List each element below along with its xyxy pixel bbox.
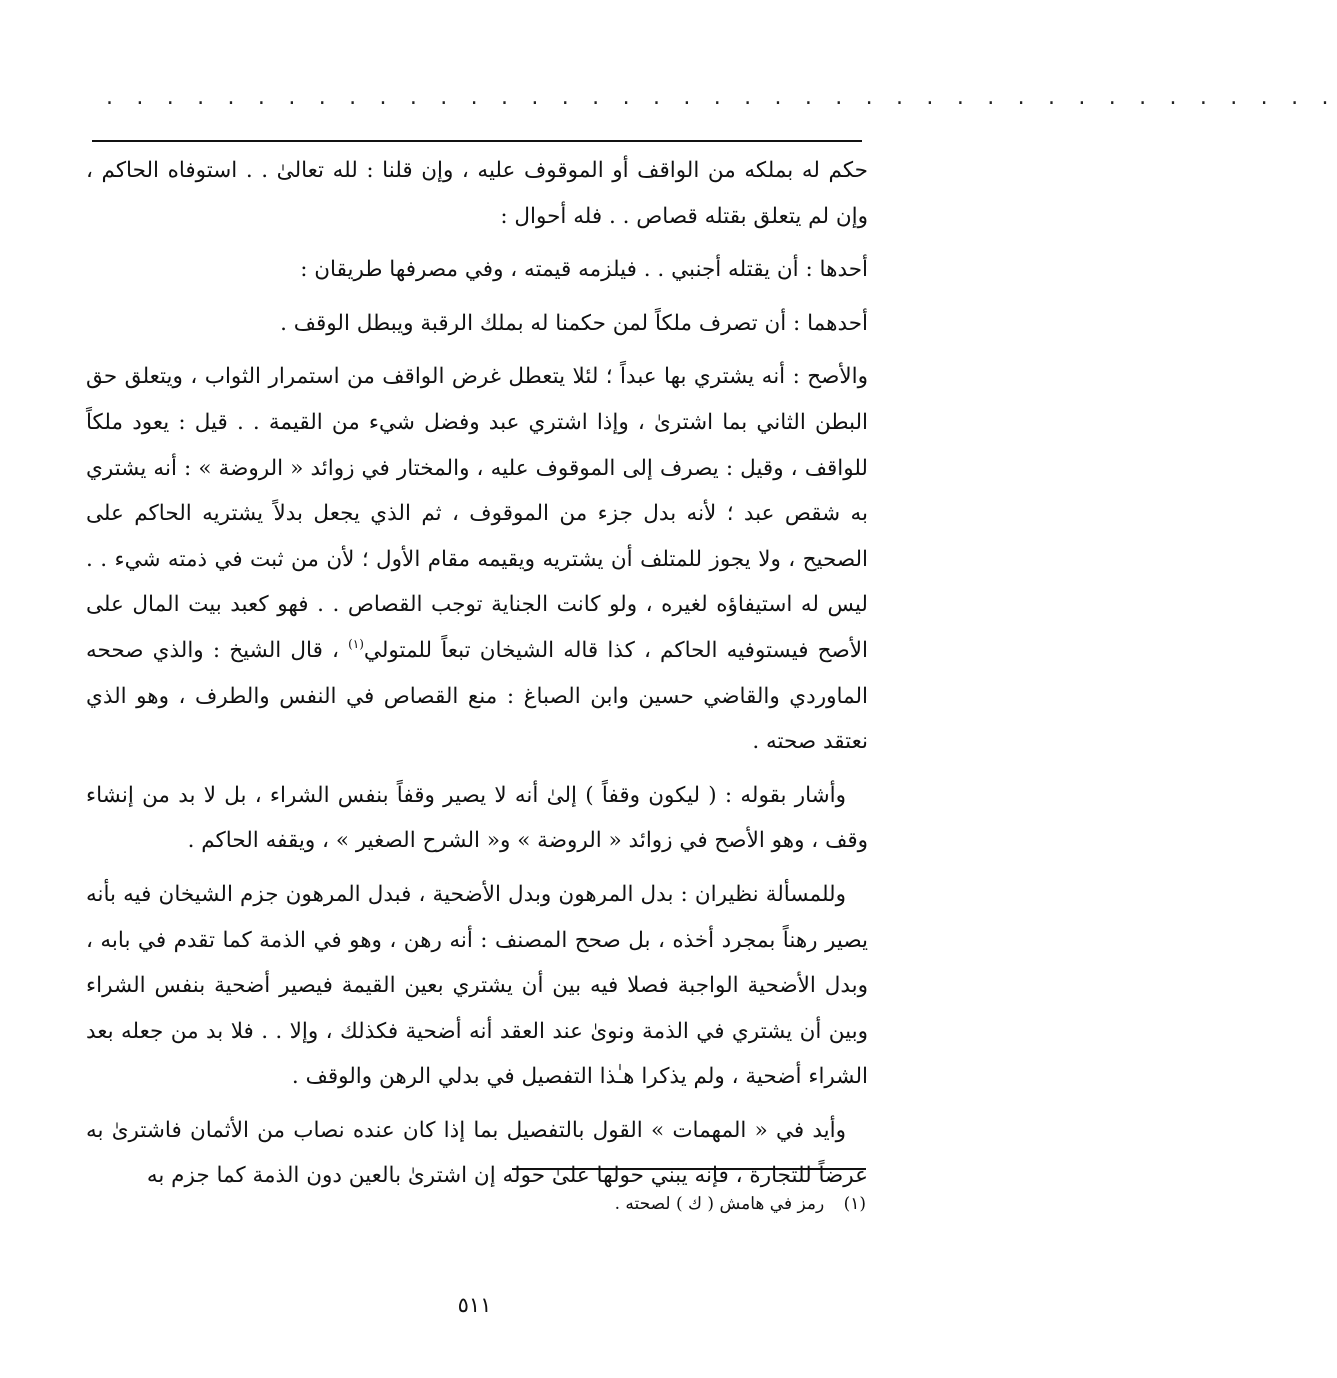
paragraph-4 — [86, 354, 868, 764]
paragraph-2 — [86, 247, 868, 293]
text-line: « الروضة » : أنه يشتري به شقص عبد ؛ لأنه بدل جزء من الموقوف ، ثم الذي يجعل — [86, 455, 868, 527]
text-line: أحدهما : أن تصرف ملكاً لمن حكمنا له بملك الرقبة ويبطل الوقف . — [280, 310, 868, 336]
text-line: بنفس الشراء وبين أن يشتري في الذمة ونوىٰ عند العقد أنه أضحية فكذلك ، وإلا . . فلا — [86, 973, 868, 1044]
paragraph-5 — [86, 773, 868, 864]
main-text — [86, 148, 868, 1207]
page-number: ٥١١ — [457, 1293, 492, 1317]
footnote-rule — [512, 1168, 866, 1170]
footnote — [400, 1186, 866, 1222]
header-dotted-line: . . . . . . . . . . . . . . . . . . . . . . . . . . . . . . . . . . . . . . . . . — [106, 85, 1337, 110]
text-line: بد من جعله بعد الشراء أضحية ، ولم يذكرا هـٰذا التفصيل في بدلي الرهن والوقف . — [86, 1018, 868, 1090]
footnote-text: رمز في هامش ( ك ) لصحته . — [614, 1194, 825, 1214]
text-line: بأنه يصير رهناً بمجرد أخذه ، بل صحح المصنف : أنه رهن ، وهو في الذمة كما تقدم — [86, 881, 868, 953]
text-line: لأن من ثبت في ذمته شيء . . ليس له استيفاؤه لغيره ، ولو كانت الجناية توجب — [86, 546, 868, 618]
footnote-reference[interactable]: (١) — [348, 636, 364, 651]
footnote-number: (١) — [843, 1194, 866, 1214]
text-line: ويتعلق حق البطن الثاني بما اشترىٰ ، وإذا اشتري عبد وفضل شيء من القيمة . . قيل : — [86, 364, 868, 435]
text-line: الحاكم ، وإن لم يتعلق بقتله قصاص . . فله أحوال : — [86, 158, 868, 229]
text-line: في بابه ، وبدل الأضحية الواجبة فصلا فيه بين أن يشتري بعين القيمة فيصير أضحية — [86, 927, 868, 999]
text-line: منع القصاص في النفس والطرف ، وهو الذي نعتقد صحته . — [86, 683, 868, 755]
text-line: والأصح : أنه يشتري بها عبداً ؛ لئلا يتعطل غرض الواقف من استمرار الثواب ، — [190, 364, 868, 390]
header-rule — [92, 140, 862, 142]
text-line: إنشاء وقف ، وهو الأصح في زوائد « الروضة » و« الشرح الصغير » ، ويقفه الحاكم . — [86, 782, 868, 854]
text-line: القصاص . . فهو كعبد بيت المال على الأصح فيستوفيه الحاكم ، كذا قاله الشيخان تبعاً — [86, 592, 868, 663]
text-line: بدلاً يشتريه الحاكم على الصحيح ، ولا يجوز للمتلف أن يشتريه ويقيمه مقام الأول ؛ — [86, 501, 869, 572]
text-line: وأيد في « المهمات » القول بالتفصيل بما إذا كان عنده نصاب من الأثمان فاشترىٰ — [111, 1117, 846, 1143]
text-line: وأشار بقوله : ( ليكون وقفاً ) إلىٰ أنه لا يصير وقفاً بنفس الشراء ، بل لا بد من — [142, 782, 846, 808]
paragraph-1 — [86, 148, 868, 239]
text-line: أحدها : أن يقتله أجنبي . . فيلزمه قيمته ، وفي مصرفها طريقان : — [300, 257, 868, 283]
text-line: للمتولي — [363, 637, 433, 663]
paragraph-6 — [86, 872, 868, 1100]
text-line: به عرضاً للتجارة ، فإنه يبني حولها علىٰ حوله إن اشترىٰ بالعين دون الذمة كما جزم به — [86, 1117, 868, 1189]
paragraph-3 — [86, 301, 868, 347]
text-line: يعود ملكاً للواقف ، وقيل : يصرف إلى الموقوف عليه ، والمختار في زوائد — [86, 409, 868, 481]
text-line: حكم له بملكه من الواقف أو الموقوف عليه ، وإن قلنا : لله تعالىٰ . . استوفاه — [167, 158, 868, 183]
text-line: ، قال الشيخ : والذي صححه الماوردي والقاضي حسين وابن الصباغ : — [86, 637, 868, 709]
text-line: وللمسألة نظيران : بدل المرهون وبدل الأضحية ، فبدل المرهون جزم الشيخان فيه — [123, 881, 846, 907]
